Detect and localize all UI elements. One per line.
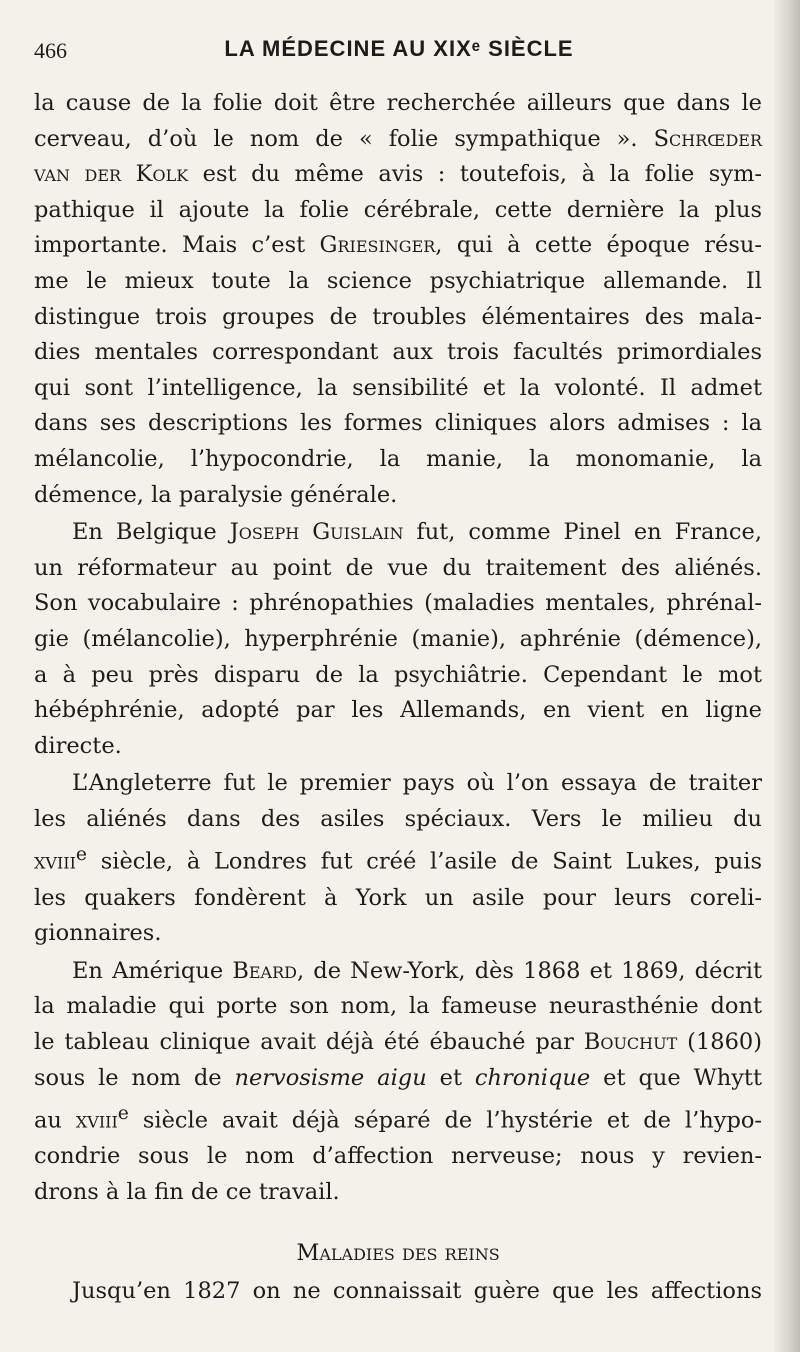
body-text xyxy=(34,86,762,1310)
text-line: cerveau, d’où le nom de « folie sympathique ». Schrœder xyxy=(34,125,762,152)
text-line: condrie sous le nom d’affection nerveuse; nous y revien- xyxy=(34,1143,762,1170)
text-line: le tableau clinique avait déjà été ébauché par Bouchut (1860) xyxy=(34,1028,762,1055)
text-line: mélancolie, l’hypocondrie, la manie, la monomanie, la xyxy=(34,445,762,472)
running-title: LA MÉDECINE AU XIXᵉ SIÈCLE xyxy=(224,36,574,61)
text-line: me le mieux toute la science psychiatrique allemande. Il xyxy=(34,267,762,294)
text-line: hébéphrénie, adopté par les Allemands, en vient en ligne xyxy=(34,697,762,724)
text-line: Jusqu’en 1827 on ne connaissait guère que les affections xyxy=(72,1278,762,1304)
text-line: Son vocabulaire : phrénopathies (maladies mentales, phrénal- xyxy=(34,590,762,617)
text-line: gie (mélancolie), hyperphrénie (manie), aphrénie (démence), xyxy=(34,625,762,652)
text-line: a à peu près disparu de la psychiâtrie. Cependant le mot xyxy=(34,661,762,688)
text-line: drons à la fin de ce travail. xyxy=(34,1178,340,1205)
text-line: qui sont l’intelligence, la sensibilité et la volonté. Il admet xyxy=(34,374,762,401)
text-line: dans ses descriptions les formes cliniques alors admises : la xyxy=(34,410,762,437)
text-line: pathique il ajoute la folie cérébrale, cette dernière la plus xyxy=(34,196,762,223)
text-line: En Belgique Joseph Guislain fut, comme Pinel en France, xyxy=(72,519,762,546)
text-line: distingue trois groupes de troubles élémentaires des mala- xyxy=(34,303,762,330)
page-header xyxy=(34,36,764,66)
text-line: importante. Mais c’est Griesinger, qui à cette époque résu- xyxy=(34,232,762,259)
text-line: la maladie qui porte son nom, la fameuse neurasthénie dont xyxy=(34,993,762,1020)
page-number: 466 xyxy=(34,38,67,63)
text-line: démence, la paralysie générale. xyxy=(34,481,398,508)
page-edge-shadow xyxy=(774,0,800,1352)
text-line: un réformateur au point de vue du traitement des aliénés. xyxy=(34,554,762,581)
text-line: van der Kolk est du même avis : toutefois, à la folie sym- xyxy=(34,161,763,188)
text-line: L’Angleterre fut le premier pays où l’on essaya de traiter xyxy=(72,770,762,797)
text-line: gionnaires. xyxy=(34,920,162,947)
text-line: la cause de la folie doit être recherchée ailleurs que dans le xyxy=(34,90,762,116)
text-line: sous le nom de nervosisme aigu et chronique et que Whytt xyxy=(34,1064,763,1091)
text-line: dies mentales correspondant aux trois facultés primordiales xyxy=(34,339,762,366)
text-line: les quakers fondèrent à York un asile pour leurs coreli- xyxy=(34,884,762,911)
text-line: En Amérique Beard, de New-York, dès 1868 et 1869, décrit xyxy=(72,957,762,984)
section-heading: Maladies des reins xyxy=(296,1240,500,1267)
text-line: directe. xyxy=(34,732,122,759)
text-line: xviii$^e$ siècle, à Londres fut créé l’asile de Saint Lukes, puis xyxy=(34,844,762,875)
text-line: au xviii$^e$ siècle avait déjà séparé de l’hystérie et de l’hypo- xyxy=(34,1103,762,1134)
text-line: les aliénés dans des asiles spéciaux. Vers le milieu du xyxy=(34,805,762,832)
